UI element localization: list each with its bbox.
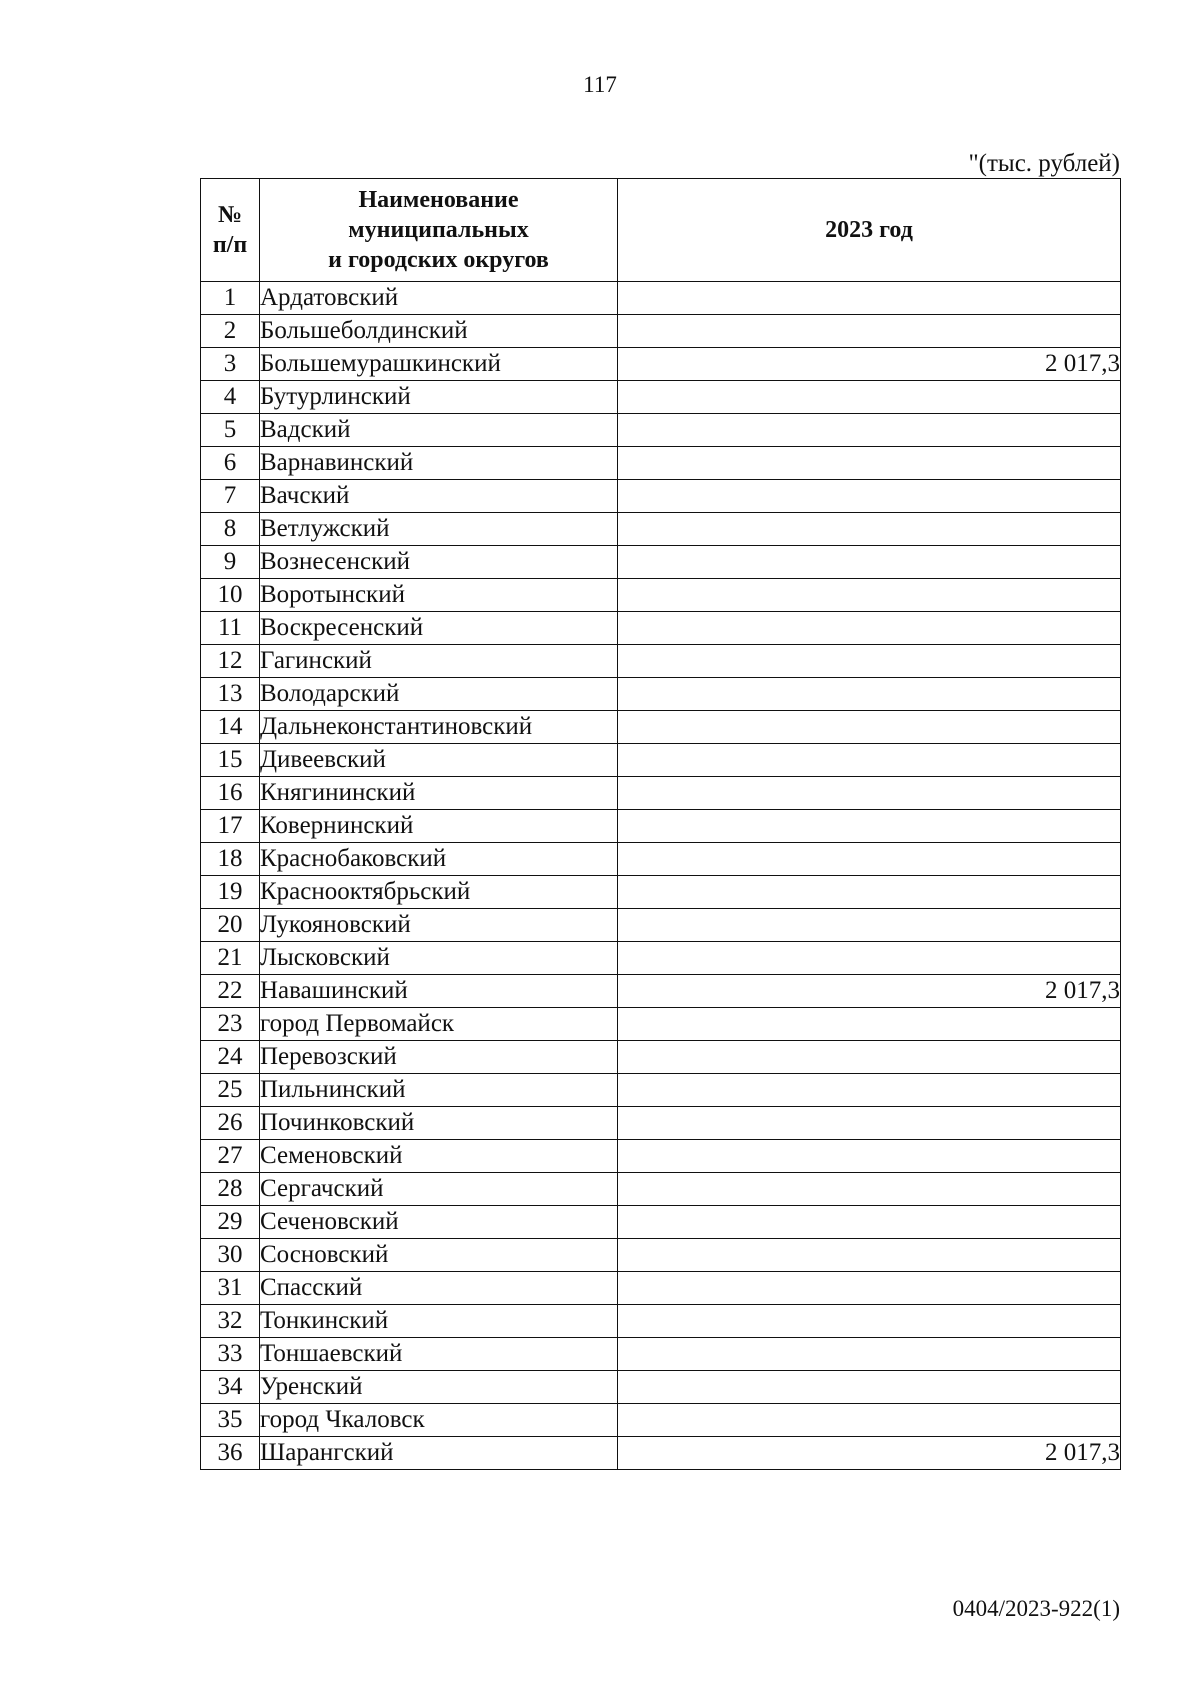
row-value-2023: [618, 645, 1121, 678]
row-value-2023: [618, 711, 1121, 744]
row-value-2023: [618, 909, 1121, 942]
row-value-2023: [618, 381, 1121, 414]
row-value-2023: [618, 942, 1121, 975]
header-name-line-1: Наименование: [358, 187, 519, 213]
table-row: [201, 1272, 1121, 1305]
row-number: 27: [201, 1140, 260, 1173]
row-value-2023: [618, 678, 1121, 711]
row-district-name: Краснооктябрьский: [260, 876, 618, 909]
row-district-name: город Первомайск: [260, 1008, 618, 1041]
row-district-name: Княгининский: [260, 777, 618, 810]
table-row: [201, 381, 1121, 414]
table-row: [201, 1437, 1121, 1470]
row-value-2023: 2 017,3: [618, 975, 1121, 1008]
row-number: 29: [201, 1206, 260, 1239]
row-district-name: Вадский: [260, 414, 618, 447]
row-district-name: Пильнинский: [260, 1074, 618, 1107]
table-row: [201, 315, 1121, 348]
row-district-name: Дальнеконстантиновский: [260, 711, 618, 744]
row-number: 20: [201, 909, 260, 942]
row-district-name: Краснобаковский: [260, 843, 618, 876]
row-number: 12: [201, 645, 260, 678]
row-value-2023: [618, 282, 1121, 315]
table-row: [201, 810, 1121, 843]
table-row: [201, 942, 1121, 975]
table-row: [201, 909, 1121, 942]
table-header: [201, 179, 1121, 282]
row-number: 10: [201, 579, 260, 612]
table-row: [201, 1074, 1121, 1107]
row-value-2023: [618, 1404, 1121, 1437]
table-row: [201, 282, 1121, 315]
table-row: [201, 579, 1121, 612]
row-district-name: Сеченовский: [260, 1206, 618, 1239]
row-number: 33: [201, 1338, 260, 1371]
row-number: 21: [201, 942, 260, 975]
table-row: [201, 1305, 1121, 1338]
row-value-2023: [618, 1041, 1121, 1074]
header-number-abbrev: п/п: [212, 232, 248, 258]
row-value-2023: [618, 1371, 1121, 1404]
row-value-2023: [618, 612, 1121, 645]
row-district-name: Перевозский: [260, 1041, 618, 1074]
row-district-name: Ковернинский: [260, 810, 618, 843]
row-value-2023: [618, 1107, 1121, 1140]
row-number: 14: [201, 711, 260, 744]
row-number: 26: [201, 1107, 260, 1140]
row-value-2023: [618, 447, 1121, 480]
header-number-cell: [201, 179, 260, 282]
table-row: [201, 711, 1121, 744]
row-value-2023: [618, 1239, 1121, 1272]
row-number: 36: [201, 1437, 260, 1470]
table-row: [201, 744, 1121, 777]
table-row: [201, 1404, 1121, 1437]
row-value-2023: [618, 810, 1121, 843]
row-value-2023: [618, 1008, 1121, 1041]
row-district-name: Большеболдинский: [260, 315, 618, 348]
row-number: 4: [201, 381, 260, 414]
row-district-name: Большемурашкинский: [260, 348, 618, 381]
table-row: [201, 1338, 1121, 1371]
row-district-name: Семеновский: [260, 1140, 618, 1173]
row-number: 24: [201, 1041, 260, 1074]
row-district-name: Спасский: [260, 1272, 618, 1305]
table-row: [201, 1107, 1121, 1140]
row-district-name: Починковский: [260, 1107, 618, 1140]
row-district-name: Бутурлинский: [260, 381, 618, 414]
table-row: [201, 1173, 1121, 1206]
table-row: [201, 447, 1121, 480]
table-row: [201, 1239, 1121, 1272]
table-row: [201, 1140, 1121, 1173]
row-district-name: Гагинский: [260, 645, 618, 678]
row-district-name: Сергачский: [260, 1173, 618, 1206]
units-note: "(тыс. рублей): [968, 150, 1120, 177]
row-number: 28: [201, 1173, 260, 1206]
row-number: 19: [201, 876, 260, 909]
row-number: 30: [201, 1239, 260, 1272]
table-row: [201, 1008, 1121, 1041]
row-number: 17: [201, 810, 260, 843]
header-number-symbol: №: [217, 202, 243, 228]
table-row: [201, 546, 1121, 579]
row-district-name: Воскресенский: [260, 612, 618, 645]
row-value-2023: [618, 1272, 1121, 1305]
row-value-2023: [618, 315, 1121, 348]
table-row: [201, 975, 1121, 1008]
table-row: [201, 1041, 1121, 1074]
header-name-line-3: и городских округов: [328, 247, 549, 273]
row-number: 23: [201, 1008, 260, 1041]
row-number: 15: [201, 744, 260, 777]
row-district-name: Ветлужский: [260, 513, 618, 546]
row-district-name: Шарангский: [260, 1437, 618, 1470]
row-district-name: город Чкаловск: [260, 1404, 618, 1437]
row-number: 6: [201, 447, 260, 480]
row-value-2023: [618, 513, 1121, 546]
table-row: [201, 513, 1121, 546]
row-value-2023: 2 017,3: [618, 348, 1121, 381]
row-district-name: Навашинский: [260, 975, 618, 1008]
row-district-name: Уренский: [260, 1371, 618, 1404]
row-value-2023: [618, 546, 1121, 579]
table-row: [201, 1371, 1121, 1404]
row-value-2023: [618, 744, 1121, 777]
row-value-2023: [618, 579, 1121, 612]
row-value-2023: [618, 1305, 1121, 1338]
row-number: 9: [201, 546, 260, 579]
table-row: [201, 777, 1121, 810]
row-district-name: Тонкинский: [260, 1305, 618, 1338]
row-district-name: Дивеевский: [260, 744, 618, 777]
row-number: 1: [201, 282, 260, 315]
table-row: [201, 843, 1121, 876]
row-number: 8: [201, 513, 260, 546]
table-row: [201, 348, 1121, 381]
row-value-2023: [618, 1074, 1121, 1107]
row-value-2023: [618, 414, 1121, 447]
row-value-2023: [618, 1338, 1121, 1371]
row-value-2023: [618, 480, 1121, 513]
row-number: 7: [201, 480, 260, 513]
row-number: 3: [201, 348, 260, 381]
row-district-name: Лысковский: [260, 942, 618, 975]
row-number: 22: [201, 975, 260, 1008]
row-district-name: Вознесенский: [260, 546, 618, 579]
row-value-2023: [618, 1173, 1121, 1206]
row-district-name: Воротынский: [260, 579, 618, 612]
table-body: [201, 282, 1121, 1470]
row-number: 34: [201, 1371, 260, 1404]
row-district-name: Сосновский: [260, 1239, 618, 1272]
document-code: 0404/2023-922(1): [952, 1596, 1120, 1621]
header-name-line-2: муниципальных: [348, 217, 529, 243]
row-value-2023: 2 017,3: [618, 1437, 1121, 1470]
row-value-2023: [618, 1140, 1121, 1173]
row-number: 18: [201, 843, 260, 876]
row-district-name: Лукояновский: [260, 909, 618, 942]
row-value-2023: [618, 876, 1121, 909]
row-number: 35: [201, 1404, 260, 1437]
row-number: 16: [201, 777, 260, 810]
row-number: 2: [201, 315, 260, 348]
row-district-name: Ардатовский: [260, 282, 618, 315]
table-row: [201, 414, 1121, 447]
table-row: [201, 1206, 1121, 1239]
page-number: 117: [583, 72, 617, 97]
table-row: [201, 876, 1121, 909]
row-number: 13: [201, 678, 260, 711]
row-district-name: Вачский: [260, 480, 618, 513]
row-number: 25: [201, 1074, 260, 1107]
row-number: 32: [201, 1305, 260, 1338]
row-value-2023: [618, 777, 1121, 810]
row-number: 5: [201, 414, 260, 447]
header-row: [201, 179, 1121, 282]
table-row: [201, 645, 1121, 678]
table-row: [201, 480, 1121, 513]
row-district-name: Тоншаевский: [260, 1338, 618, 1371]
table-row: [201, 612, 1121, 645]
table-row: [201, 678, 1121, 711]
allocation-table: [200, 178, 1121, 1470]
row-district-name: Володарский: [260, 678, 618, 711]
row-number: 11: [201, 612, 260, 645]
row-value-2023: [618, 843, 1121, 876]
row-number: 31: [201, 1272, 260, 1305]
row-value-2023: [618, 1206, 1121, 1239]
header-year-cell: 2023 год: [618, 179, 1121, 282]
header-name-cell: [260, 179, 618, 282]
row-district-name: Варнавинский: [260, 447, 618, 480]
